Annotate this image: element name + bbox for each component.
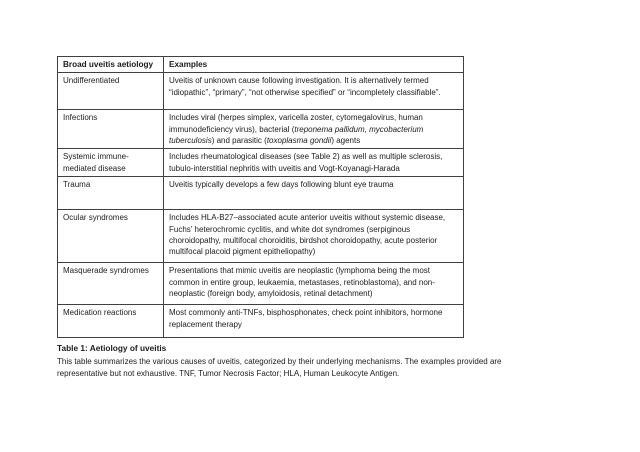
aetiology-table bbox=[57, 56, 464, 338]
table-row bbox=[58, 263, 464, 305]
table-row bbox=[58, 177, 464, 210]
examples-cell bbox=[164, 305, 464, 338]
example-text-segment: toxoplasma gondii bbox=[266, 135, 332, 145]
example-text-segment: Uveitis of unknown cause following investigation. It is alternatively termed “idiopathic”, “primary”, “not otherwise specified” or “incompletely classifiable”. bbox=[169, 76, 441, 97]
example-text-segment: Includes viral (herpes simplex, varicella zoster, cytomegalovirus, human immunodeficiency virus), bacterial ( bbox=[169, 113, 423, 134]
table-row bbox=[58, 73, 464, 110]
table-row bbox=[58, 305, 464, 338]
aetiology-cell: Undifferentiated bbox=[58, 73, 164, 110]
aetiology-cell: Infections bbox=[58, 110, 164, 149]
example-text-segment: Presentations that mimic uveitis are neoplastic (lymphoma being the most common in entire group, leukaemia, metastases, retinoblastoma), and non-neoplastic (foreign body, amyloidosis, retinal detachment) bbox=[169, 266, 435, 298]
table-header-row bbox=[58, 57, 464, 73]
examples-cell bbox=[164, 110, 464, 149]
table-caption bbox=[57, 342, 539, 379]
table-row bbox=[58, 149, 464, 177]
header-examples: Examples bbox=[164, 57, 464, 73]
example-text-segment: ) and parasitic ( bbox=[211, 135, 267, 145]
aetiology-cell: Medication reactions bbox=[58, 305, 164, 338]
aetiology-cell: Systemic immune-mediated disease bbox=[58, 149, 164, 177]
examples-cell bbox=[164, 263, 464, 305]
table-caption-title: Table 1: Aetiology of uveitis bbox=[57, 343, 167, 353]
aetiology-cell: Trauma bbox=[58, 177, 164, 210]
table-caption-description: This table summarizes the various causes of uveitis, categorized by their underlying mechanisms. The examples provided are representative but not exhaustive. TNF, Tumor Necrosis Factor; HLA, Human Leukocyte Antigen. bbox=[57, 357, 502, 378]
examples-cell bbox=[164, 177, 464, 210]
aetiology-cell: Ocular syndromes bbox=[58, 210, 164, 263]
example-text-segment: Includes rheumatological diseases (see Table 2) as well as multiple sclerosis, tubulo-interstitial nephritis with uveitis and Vogt-Koyanagi-Harada bbox=[169, 152, 443, 173]
example-text-segment: Most commonly anti-TNFs, bisphosphonates, check point inhibitors, hormone replacement therapy bbox=[169, 308, 443, 329]
header-broad-uveitis-aetiology: Broad uveitis aetiology bbox=[58, 57, 164, 73]
examples-cell bbox=[164, 73, 464, 110]
table-row bbox=[58, 210, 464, 263]
example-text-segment: Includes HLA-B27–associated acute anterior uveitis without systemic disease, Fuchs’ heterochromic cyclitis, and white dot syndromes (serpiginous choroidopathy, multifocal choroiditis, birdshot choroidopathy, acute posterior multifocal placoid pigment epitheliopathy) bbox=[169, 213, 446, 257]
example-text-segment: treponema pallidum, mycobacterium tuberculosis bbox=[169, 124, 424, 145]
example-text-segment: Uveitis typically develops a few days following blunt eye trauma bbox=[169, 180, 394, 190]
examples-cell bbox=[164, 149, 464, 177]
table-row bbox=[58, 110, 464, 149]
aetiology-cell: Masquerade syndromes bbox=[58, 263, 164, 305]
example-text-segment: ) agents bbox=[331, 135, 361, 145]
examples-cell bbox=[164, 210, 464, 263]
